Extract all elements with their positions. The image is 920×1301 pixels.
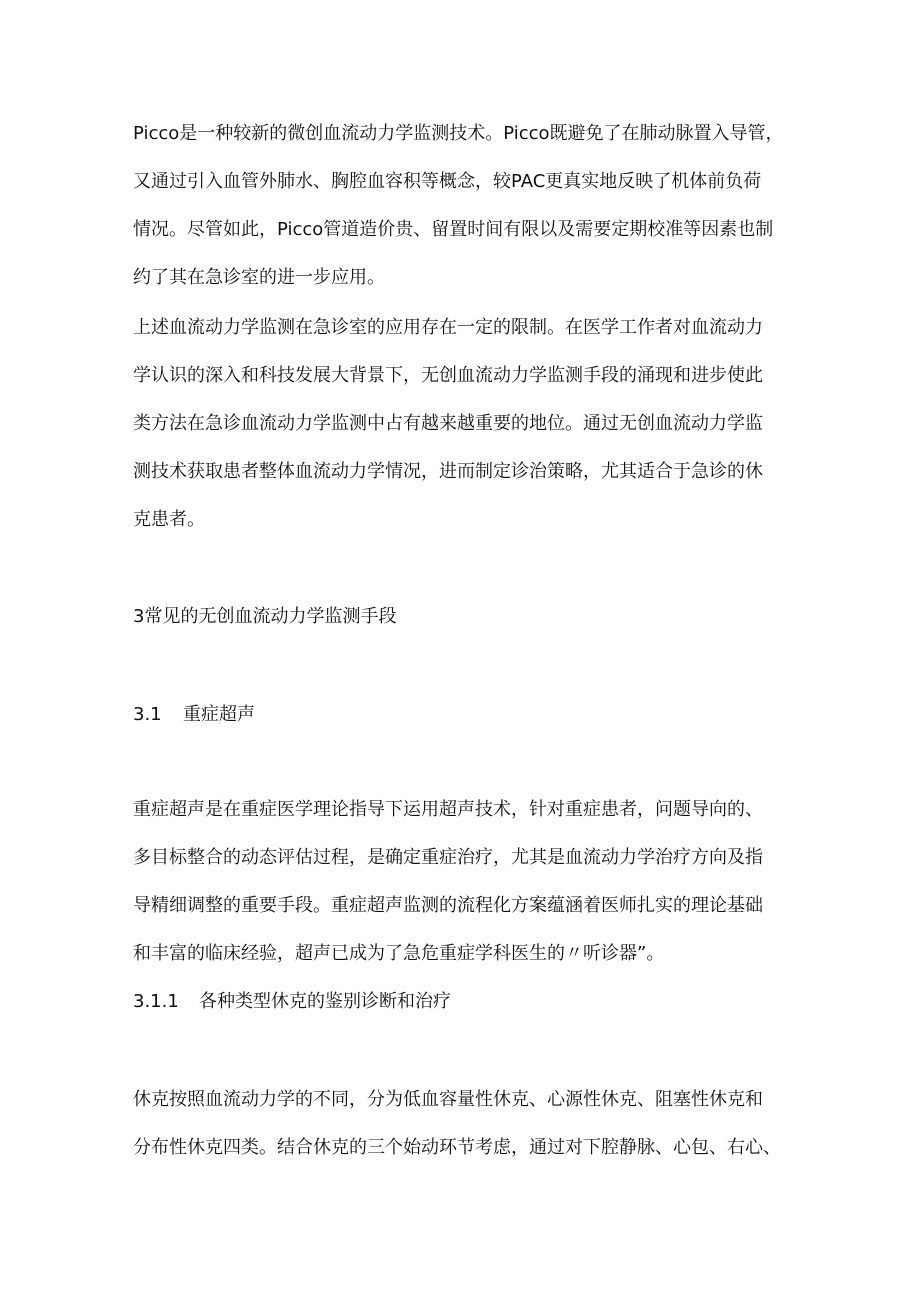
paragraph-line: 多目标整合的动态评估过程，是确定重症治疗，尤其是血流动力学治疗方向及指: [133, 847, 763, 868]
section-heading: 3常见的无创血流动力学监测手段: [133, 606, 397, 627]
paragraph-line: 克患者。: [133, 509, 205, 530]
paragraph-line: 学认识的深入和科技发展大背景下，无创血流动力学监测手段的涌现和进步使此: [133, 365, 763, 386]
paragraph-line: 类方法在急诊血流动力学监测中占有越来越重要的地位。通过无创血流动力学监: [133, 413, 763, 434]
subsubsection-heading: [133, 990, 451, 1014]
paragraph-line: 约了其在急诊室的进一步应用。: [133, 267, 385, 288]
subsubsection-title: 各种类型休克的鉴别诊断和治疗: [199, 991, 451, 1012]
subsection-heading: [133, 703, 255, 727]
paragraph-line: 休克按照血流动力学的不同，分为低血容量性休克、心源性休克、阻塞性休克和: [133, 1089, 763, 1110]
paragraph-line: 又通过引入血管外肺水、胸腔血容积等概念，较PAC更真实地反映了机体前负荷: [133, 171, 762, 192]
subsection-title: 重症超声: [183, 704, 255, 725]
paragraph-line: 和丰富的临床经验，超声已成为了急危重症学科医生的〃听诊器”。: [133, 943, 665, 964]
subsection-number: 3.1: [133, 704, 162, 725]
paragraph-line: 测技术获取患者整体血流动力学情况，进而制定诊治策略，尤其适合于急诊的休: [133, 461, 763, 482]
subsubsection-number: 3.1.1: [133, 991, 179, 1012]
paragraph-line: Picco是一种较新的微创血流动力学监测技术。Picco既避免了在肺动脉置入导管，: [133, 123, 784, 144]
paragraph-line: 重症超声是在重症医学理论指导下运用超声技术，针对重症患者，问题导向的、: [133, 799, 763, 820]
paragraph-line: 导精细调整的重要手段。重症超声监测的流程化方案蕴涵着医师扎实的理论基础: [133, 895, 763, 916]
paragraph-line: 分布性休克四类。结合休克的三个始动环节考虑，通过对下腔静脉、心包、右心、: [133, 1137, 781, 1158]
paragraph-line: 情况。尽管如此，Picco管道造价贵、留置时间有限以及需要定期校准等因素也制: [133, 219, 774, 240]
paragraph-line: 上述血流动力学监测在急诊室的应用存在一定的限制。在医学工作者对血流动力: [133, 317, 763, 338]
